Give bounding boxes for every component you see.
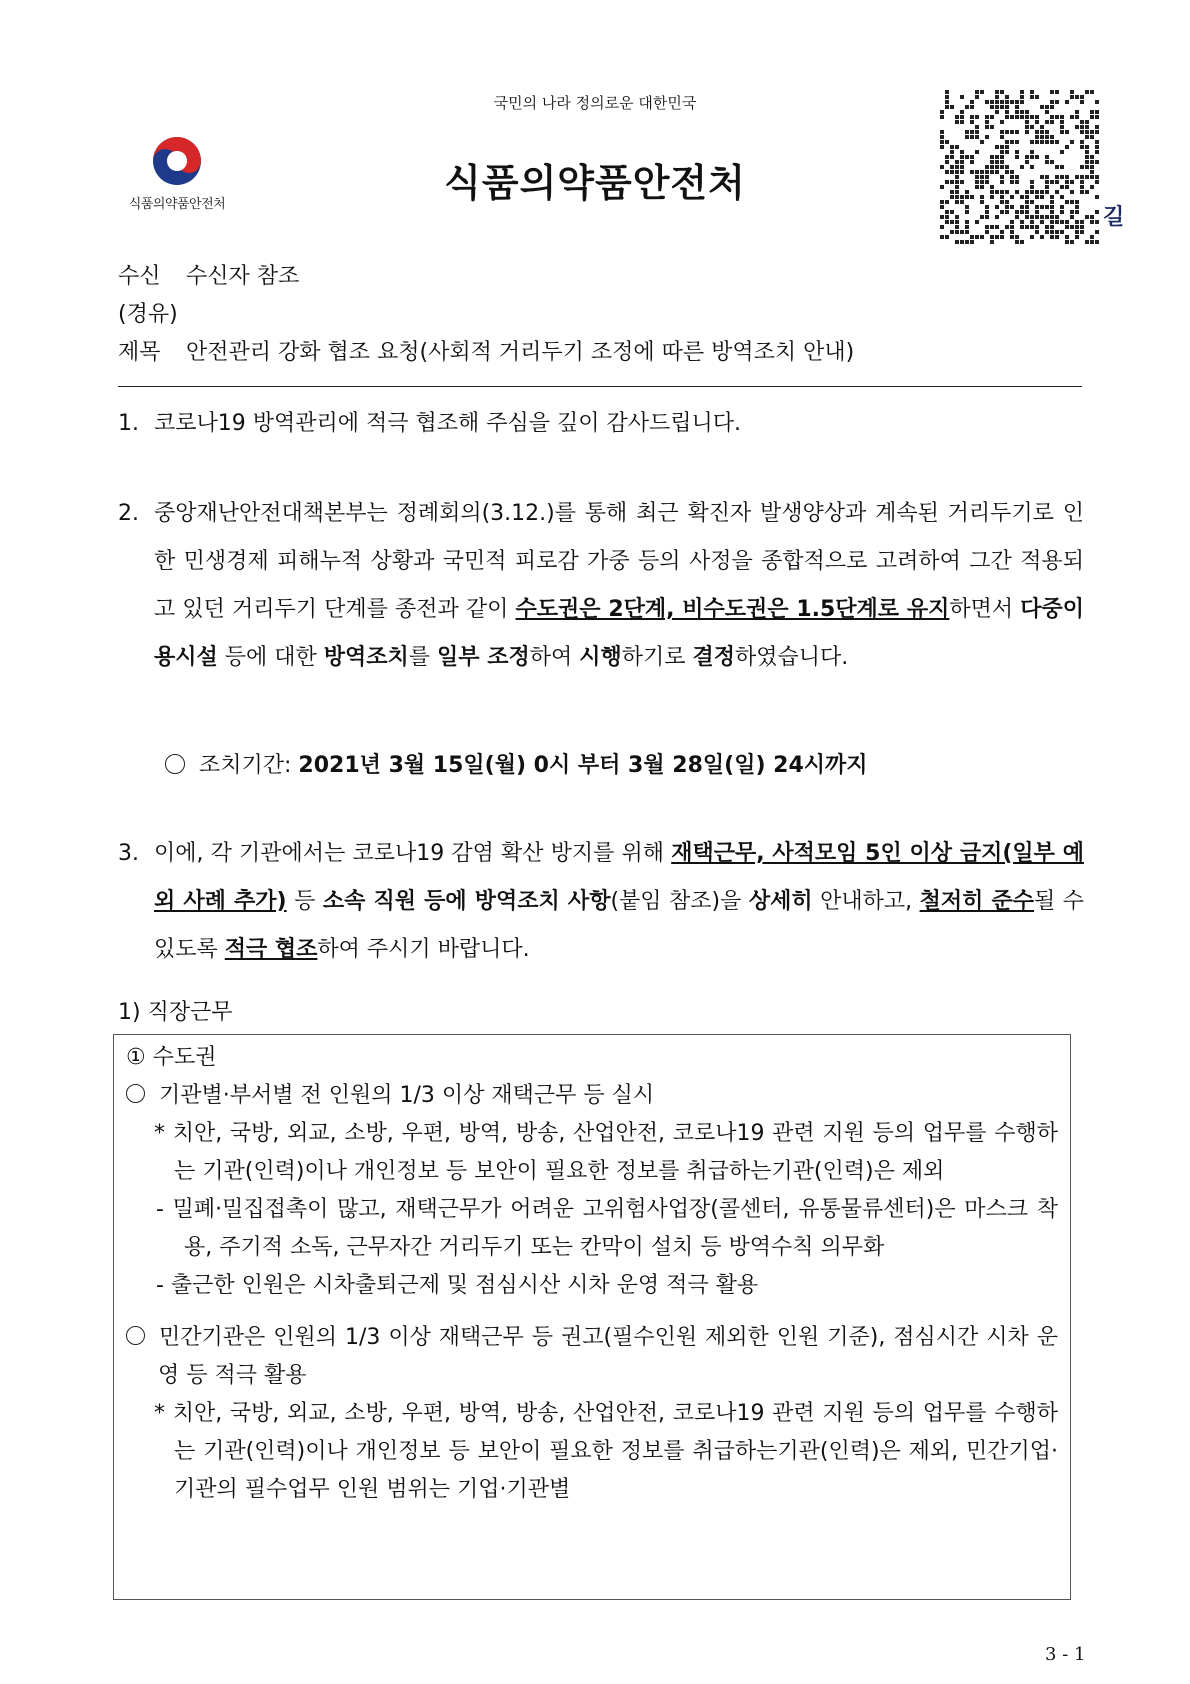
measure-period <box>165 748 868 784</box>
workplace-measures-box <box>113 1034 1071 1600</box>
paragraph-1 <box>118 405 1084 443</box>
box-heading: ① 수도권 <box>126 1045 217 1070</box>
via-label: (경유) <box>118 302 178 327</box>
dash-item: - 밀폐·밀집접촉이 많고, 재택근무가 어려운 고위험사업장(콜센터, 유통물류센터)은 마스크 착용, 주기적 소독, 근무자간 거리두기 또는 칸막이 설치 등 방역수칙 의무화 <box>156 1197 1058 1260</box>
dash-item: - 출근한 인원은 시차출퇴근제 및 점심시산 시차 운영 적극 활용 <box>156 1273 759 1298</box>
list-item: 민간기관은 인원의 1/3 이상 재택근무 등 권고(필수인원 제외한 인원 기준), 점심시간 시차 운영 등 적극 활용 <box>126 1319 1058 1395</box>
paragraph-number: 1. <box>118 411 139 436</box>
circle-bullet-icon <box>165 754 185 774</box>
recipient-line <box>118 258 299 296</box>
subject-label: 제목 <box>118 340 161 365</box>
qr-code-icon <box>940 90 1100 245</box>
period-label: 조치기간: <box>199 753 299 778</box>
government-slogan: 국민의 나라 정의로운 대한민국 <box>493 94 697 112</box>
logo-caption: 식품의약품안전처 <box>128 197 226 212</box>
circle-bullet-icon <box>126 1326 145 1345</box>
emphasis-text: 수도권은 2단계, 비수도권은 1.5단계로 유지 <box>515 597 950 622</box>
circle-bullet-icon <box>126 1084 145 1103</box>
section-title: 1) 직장근무 <box>118 1000 233 1025</box>
paragraph-text: 코로나19 방역관리에 적극 협조해 주심을 깊이 감사드립니다. <box>154 411 741 436</box>
paragraph-text: 중앙재난안전대책본부는 정례회의(3.12.)를 통해 최근 확진자 발생양상과 계속된 거리두기로 인한 민생경제 피해누적 상황과 국민적 피로감 가중 등의 사정을 종합적으로 고려하여 그간 적용되고 있던 거리두기 단계를 종전과 같이 수도권은 2단계, 비수도권은 1.5단계로 유지하면서 다중이용시설 등에 대한 방역조치를 일부 조정하여 시행하기로 결정하였습니다. <box>154 501 1085 670</box>
qr-side-mark: 길 <box>1103 205 1125 230</box>
note-item: * 치안, 국방, 외교, 소방, 우편, 방역, 방송, 산업안전, 코로나19 관련 지원 등의 업무를 수행하는 기관(인력)이나 개인정보 등 보안이 필요한 정보를 취급하는기관(인력)은 제외, 민간기업·기관의 필수업무 인원 범위는 기업·기관별 <box>154 1401 1058 1502</box>
subject-line <box>118 334 854 372</box>
note-item: * 치안, 국방, 외교, 소방, 우편, 방역, 방송, 산업안전, 코로나19 관련 지원 등의 업무를 수행하는 기관(인력)이나 개인정보 등 보안이 필요한 정보를 취급하는기관(인력)은 제외 <box>154 1121 1058 1184</box>
header-divider <box>118 386 1082 387</box>
paragraph-3 <box>118 830 1084 974</box>
agency-title: 식품의약품안전처 <box>444 161 746 205</box>
period-value: 2021년 3월 15일(월) 0시 부터 3월 28일(일) 24시까지 <box>298 753 868 778</box>
recipient-label: 수신 <box>118 264 161 289</box>
via-line <box>118 296 178 334</box>
subject-value: 안전관리 강화 협조 요청(사회적 거리두기 조정에 따른 방역조치 안내) <box>186 340 855 365</box>
paragraph-text: 이에, 각 기관에서는 코로나19 감염 확산 방지를 위해 재택근무, 사적모임 5인 이상 금지(일부 예외 사례 추가) 등 소속 직원 등에 방역조치 사항(붙임 참조)을 상세히 안내하고, 철저히 준수될 수 있도록 적극 협조하여 주시기 바랍니다. <box>154 841 1084 962</box>
list-item: 기관별·부서별 전 인원의 1/3 이상 재택근무 등 실시 <box>126 1077 1058 1115</box>
page-number: 3 - 1 <box>1045 1644 1086 1665</box>
paragraph-number: 2. <box>118 501 139 526</box>
recipient-value: 수신자 참조 <box>186 264 300 289</box>
paragraph-2 <box>118 490 1084 682</box>
paragraph-number: 3. <box>118 841 139 866</box>
